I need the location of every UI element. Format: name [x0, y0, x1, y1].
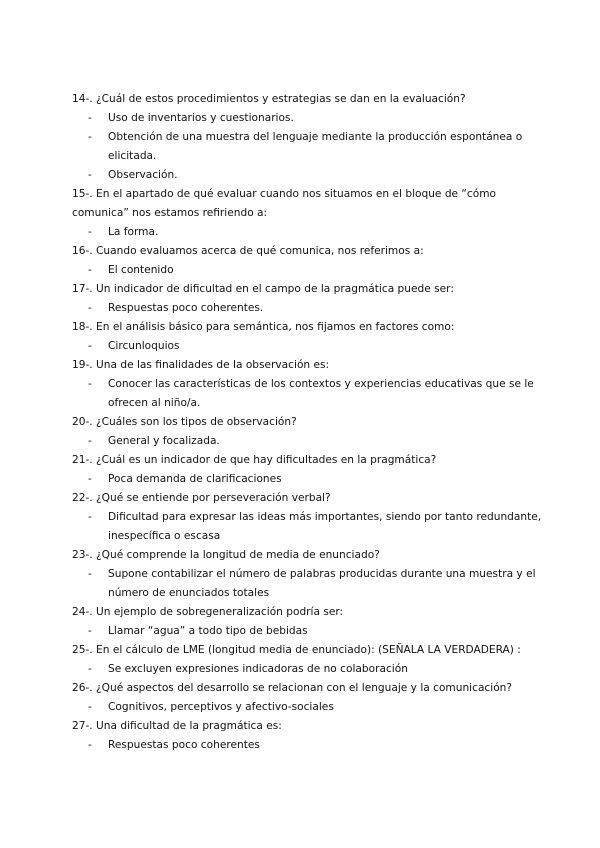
question-text: 18-. En el análisis básico para semántica, nos fijamos en factores como: — [72, 321, 455, 333]
question-block — [72, 717, 542, 755]
answer-item — [72, 375, 542, 413]
answer-list — [72, 337, 542, 356]
dash-bullet-icon: - — [88, 302, 92, 314]
answer-list — [72, 261, 542, 280]
answer-item — [72, 698, 542, 717]
answer-item — [72, 565, 542, 603]
answer-text: Uso de inventarios y cuestionarios. — [108, 112, 294, 124]
dash-bullet-icon: - — [88, 625, 92, 637]
dash-bullet-icon: - — [88, 264, 92, 276]
question-block — [72, 318, 542, 356]
question-block — [72, 489, 542, 546]
question-block — [72, 603, 542, 641]
answer-item — [72, 508, 542, 546]
dash-bullet-icon: - — [88, 568, 92, 580]
document-page — [72, 90, 542, 755]
answer-list — [72, 223, 542, 242]
dash-bullet-icon: - — [88, 739, 92, 751]
question-text: 25-. En el cálculo de LME (longitud media de enunciado): (SEÑALA LA VERDADERA) : — [72, 644, 521, 656]
question-text: 26-. ¿Qué aspectos del desarrollo se relacionan con el lenguaje y la comunicación? — [72, 682, 513, 694]
question-text: 16-. Cuando evaluamos acerca de qué comunica, nos referimos a: — [72, 245, 424, 257]
answer-text: Respuestas poco coherentes. — [108, 302, 264, 314]
answer-list — [72, 299, 542, 318]
answer-list — [72, 470, 542, 489]
answer-text: Circunloquios — [108, 340, 180, 352]
dash-bullet-icon: - — [88, 340, 92, 352]
dash-bullet-icon: - — [88, 473, 92, 485]
dash-bullet-icon: - — [88, 378, 92, 390]
answer-list — [72, 375, 542, 413]
answer-text: Supone contabilizar el número de palabras producidas durante una muestra y el número de enunciados totales — [108, 568, 536, 599]
answer-list — [72, 660, 542, 679]
question-block — [72, 641, 542, 679]
dash-bullet-icon: - — [88, 701, 92, 713]
answer-list — [72, 432, 542, 451]
answer-item — [72, 166, 542, 185]
answer-item — [72, 299, 542, 318]
question-text: 17-. Un indicador de dificultad en el campo de la pragmática puede ser: — [72, 283, 454, 295]
answer-text: Dificultad para expresar las ideas más importantes, siendo por tanto redundante, inespecífica o escasa — [108, 511, 542, 542]
dash-bullet-icon: - — [88, 131, 92, 143]
answer-item — [72, 261, 542, 280]
answer-item — [72, 622, 542, 641]
answer-text: Observación. — [108, 169, 178, 181]
dash-bullet-icon: - — [88, 226, 92, 238]
answer-list — [72, 109, 542, 185]
question-text: 27-. Una dificultad de la pragmática es: — [72, 720, 282, 732]
question-block — [72, 451, 542, 489]
question-text: 22-. ¿Qué se entiende por perseveración verbal? — [72, 492, 331, 504]
answer-item — [72, 109, 542, 128]
question-block — [72, 242, 542, 280]
dash-bullet-icon: - — [88, 663, 92, 675]
answer-text: Se excluyen expresiones indicadoras de no colaboración — [108, 663, 408, 675]
answer-text: Cognitivos, perceptivos y afectivo-sociales — [108, 701, 334, 713]
answer-text: Obtención de una muestra del lenguaje mediante la producción espontánea o elicitada. — [108, 131, 523, 162]
question-text: 15-. En el apartado de qué evaluar cuando nos situamos en el bloque de “cómo comunica” nos estamos refiriendo a: — [72, 188, 497, 219]
question-block — [72, 546, 542, 603]
dash-bullet-icon: - — [88, 169, 92, 181]
question-text: 20-. ¿Cuáles son los tipos de observación? — [72, 416, 297, 428]
question-text: 14-. ¿Cuál de estos procedimientos y estrategias se dan en la evaluación? — [72, 93, 466, 105]
question-block — [72, 280, 542, 318]
answer-item — [72, 660, 542, 679]
answer-item — [72, 470, 542, 489]
answer-item — [72, 337, 542, 356]
question-block — [72, 90, 542, 185]
question-text: 23-. ¿Qué comprende la longitud de media de enunciado? — [72, 549, 380, 561]
answer-list — [72, 622, 542, 641]
answer-text: Llamar “agua” a todo tipo de bebidas — [108, 625, 308, 637]
question-text: 24-. Un ejemplo de sobregeneralización podría ser: — [72, 606, 344, 618]
answer-list — [72, 565, 542, 603]
answer-item — [72, 432, 542, 451]
answer-item — [72, 223, 542, 242]
answer-text: El contenido — [108, 264, 174, 276]
answer-list — [72, 508, 542, 546]
question-text: 19-. Una de las finalidades de la observación es: — [72, 359, 330, 371]
dash-bullet-icon: - — [88, 435, 92, 447]
answer-text: Poca demanda de clarificaciones — [108, 473, 282, 485]
question-text: 21-. ¿Cuál es un indicador de que hay dificultades en la pragmática? — [72, 454, 437, 466]
question-block — [72, 185, 542, 242]
question-block — [72, 413, 542, 451]
answer-text: General y focalizada. — [108, 435, 220, 447]
answer-text: Conocer las características de los contextos y experiencias educativas que se le ofrecen al niño/a. — [108, 378, 534, 409]
dash-bullet-icon: - — [88, 112, 92, 124]
answer-text: Respuestas poco coherentes — [108, 739, 260, 751]
dash-bullet-icon: - — [88, 511, 92, 523]
question-block — [72, 679, 542, 717]
answer-list — [72, 698, 542, 717]
answer-list — [72, 736, 542, 755]
answer-item — [72, 736, 542, 755]
answer-text: La forma. — [108, 226, 159, 238]
question-block — [72, 356, 542, 413]
answer-item — [72, 128, 542, 166]
